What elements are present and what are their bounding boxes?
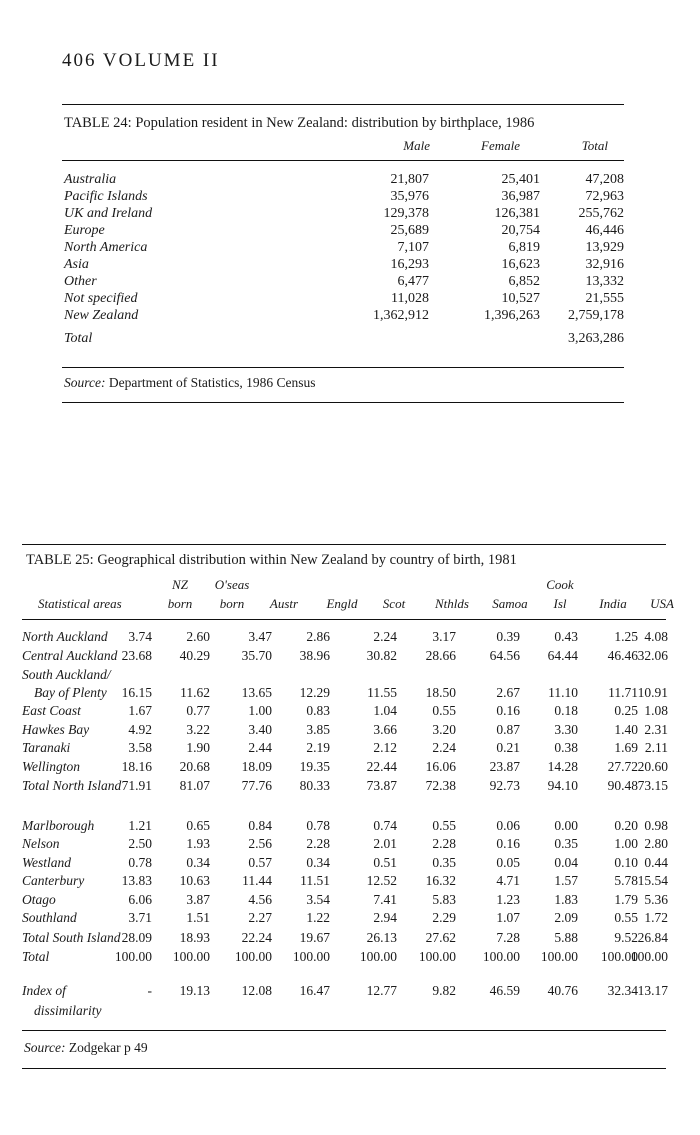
table24-row-label: Total [64, 331, 93, 346]
table25-cell: 0.87 [496, 722, 520, 737]
table24-row-label: Pacific Islands [64, 189, 148, 204]
table25-cell: 0.35 [554, 836, 578, 851]
table25-cell: 18.09 [241, 759, 272, 774]
table25-cell: 11.10 [548, 685, 578, 700]
table24-cell-male: 16,293 [390, 257, 429, 272]
table24-row-label: Not specified [64, 291, 138, 306]
table25-cell: 81.07 [179, 778, 210, 793]
table24-top-rule [62, 104, 624, 105]
table25-cell: 2.67 [496, 685, 520, 700]
table24-cell-female: 126,381 [494, 206, 540, 221]
table25-cell: 38.96 [299, 648, 330, 663]
table25-cell: 4.56 [248, 892, 272, 907]
table25-cell: 1.00 [614, 836, 638, 851]
table25-cell: 100.00 [234, 949, 272, 964]
table25-cell: 2.94 [373, 910, 397, 925]
table25-row-label: South Auckland/ [22, 667, 111, 682]
table25-cell: 0.83 [306, 703, 330, 718]
table25-cell: 2.19 [306, 740, 330, 755]
table25-cell: 3.54 [306, 892, 330, 907]
table24-source-text: Department of Statistics, 1986 Census [108, 375, 316, 390]
table25-row-label: Central Auckland [22, 648, 118, 663]
table24-row [64, 206, 624, 222]
table25-cell: 2.50 [128, 836, 152, 851]
table25-col-header-top: Cook [546, 577, 574, 592]
table24-row-label: Asia [64, 257, 89, 272]
table25-cell: 2.12 [373, 740, 397, 755]
table24-cell-total: 3,263,286 [568, 331, 624, 346]
table24-cell-female: 1,396,263 [484, 308, 540, 323]
table25-cell: 0.35 [432, 855, 456, 870]
table25-cell: 6.06 [128, 892, 152, 907]
table25-row-label: Total [22, 949, 50, 964]
table25-cell: 7.41 [373, 892, 397, 907]
table25-cell: 5.88 [554, 930, 578, 945]
table25-cell: 0.34 [306, 855, 330, 870]
table25-row [22, 983, 672, 999]
table25-cell: 11.71 [608, 685, 638, 700]
table25-cell: 2.80 [644, 836, 668, 851]
table25-cell: 2.60 [186, 629, 210, 644]
table24-cell-male: 35,976 [390, 189, 429, 204]
table25-cell: - [147, 983, 152, 998]
table25-row-label: East Coast [22, 703, 81, 718]
table25-cell: 40.76 [547, 983, 578, 998]
table25-cell: 11.51 [300, 873, 330, 888]
table25-cell: 0.18 [554, 703, 578, 718]
table25-row [22, 892, 672, 908]
table25-cell: 9.52 [614, 930, 638, 945]
table25-row [22, 873, 672, 889]
table25-cell: 0.84 [248, 818, 272, 833]
table25-cell: 1.00 [248, 703, 272, 718]
table25-row-label: Index of [22, 983, 66, 998]
table25-col-header-bottom: Austr [269, 596, 299, 611]
table25-cell: 100.00 [114, 949, 152, 964]
table24-cell-female: 6,852 [508, 274, 540, 289]
table25-col-header-bottom: Scot [382, 596, 406, 611]
table25-cell: 0.04 [554, 855, 578, 870]
table25-cell: 0.78 [128, 855, 152, 870]
table25-cell: 71.91 [121, 778, 152, 793]
table24-row [64, 189, 624, 205]
table24-row [64, 223, 624, 239]
table25-cell: 1.07 [496, 910, 520, 925]
table25-cell: 18.50 [425, 685, 456, 700]
table25-cell: 26.13 [366, 930, 397, 945]
table25-row-label: North Auckland [22, 629, 108, 644]
table25-cell: 3.58 [128, 740, 152, 755]
table25-cell: 1.79 [614, 892, 638, 907]
table25-cell: 1.93 [186, 836, 210, 851]
table25-cell: 12.29 [299, 685, 330, 700]
table25-cell: 2.01 [373, 836, 397, 851]
table24-cell-male: 21,807 [390, 172, 429, 187]
table25-col-header-bottom: Engld [326, 596, 358, 611]
table25-cell: 4.71 [496, 873, 520, 888]
table25-row [22, 818, 672, 834]
table25-cell: 1.40 [614, 722, 638, 737]
table24-cell-total: 46,446 [585, 223, 624, 238]
table24-end-rule [62, 402, 624, 403]
table25-cell: 13.17 [637, 983, 668, 998]
table25-cell: 1.04 [373, 703, 397, 718]
table24-cell-male: 11,028 [391, 291, 429, 306]
table25-row [22, 855, 672, 871]
table25-cell: 92.73 [489, 778, 520, 793]
table24-col-total: Total [581, 138, 608, 153]
table25-col-header-bottom: USA [650, 596, 674, 611]
table24-cell-female: 10,527 [501, 291, 540, 306]
table25-cell: 100.00 [600, 949, 638, 964]
table25-row [22, 949, 672, 965]
table25-cell: 1.51 [186, 910, 210, 925]
table24-row [64, 274, 624, 290]
table25-cell: 0.00 [554, 818, 578, 833]
table25-cell: 9.82 [432, 983, 456, 998]
table25-col-header-bottom: Nthlds [435, 596, 469, 611]
table25-cell: 20.68 [179, 759, 210, 774]
table24-row-label: New Zealand [64, 308, 139, 323]
table25-cell: 1.22 [306, 910, 330, 925]
table25-row [22, 759, 672, 775]
table25-cell: 1.72 [644, 910, 668, 925]
table25-row-label: dissimilarity [34, 1003, 102, 1018]
table25-cell: 2.11 [644, 740, 668, 755]
table25-cell: 3.87 [186, 892, 210, 907]
table25-cell: 1.83 [554, 892, 578, 907]
table24-row [64, 308, 624, 324]
table25-row [22, 648, 672, 664]
table25-cell: 18.93 [179, 930, 210, 945]
table25-cell: 1.90 [186, 740, 210, 755]
table25-cell: 64.56 [489, 648, 520, 663]
table25-cell: 3.20 [432, 722, 456, 737]
table25-cell: 5.36 [644, 892, 668, 907]
table25-cell: 2.56 [248, 836, 272, 851]
table25-row-label: Canterbury [22, 873, 85, 888]
table24-row [64, 331, 624, 347]
table24-row-label: North America [64, 240, 148, 255]
table25-cell: 0.55 [614, 910, 638, 925]
table24-cell-female: 16,623 [501, 257, 540, 272]
table25-cell: 3.17 [432, 629, 456, 644]
table25-source-label: Source: [24, 1040, 66, 1055]
table25-cell: 28.09 [121, 930, 152, 945]
table25-row [22, 778, 672, 794]
table25-cell: 3.40 [248, 722, 272, 737]
table25-cell: 0.51 [373, 855, 397, 870]
table25-col-header-top: O'seas [214, 577, 250, 592]
table24-row [64, 172, 624, 188]
table25-cell: 3.71 [128, 910, 152, 925]
table24-cell-total: 21,555 [585, 291, 624, 306]
table25-cell: 0.78 [306, 818, 330, 833]
table25-cell: 100.00 [172, 949, 210, 964]
table25-cell: 0.10 [614, 855, 638, 870]
table24-cell-total: 2,759,178 [568, 308, 624, 323]
table25-row-label: Marlborough [22, 818, 95, 833]
table25-cell: 0.55 [432, 818, 456, 833]
table25-row-header: Statistical areas [38, 596, 122, 611]
table25-cell: 64.44 [547, 648, 578, 663]
table25-col-header-bottom: born [167, 596, 193, 611]
table25-cell: 23.87 [489, 759, 520, 774]
table24-cell-female: 25,401 [501, 172, 540, 187]
table25-cell: 90.48 [607, 778, 638, 793]
table24-cell-male: 7,107 [397, 240, 429, 255]
table25-col-header-bottom: Samoa [492, 596, 528, 611]
table25-cell: 0.44 [644, 855, 668, 870]
table25-cell: 1.23 [496, 892, 520, 907]
table25-cell: 2.28 [306, 836, 330, 851]
table25-cell: 0.16 [496, 703, 520, 718]
table25-row [22, 685, 672, 701]
table25-cell: 5.83 [432, 892, 456, 907]
table24-col-male: Male [403, 138, 430, 153]
table25-col-header-top: NZ [172, 577, 188, 592]
table25-cell: 100.00 [540, 949, 578, 964]
table25-cell: 3.66 [373, 722, 397, 737]
table25-end-rule [22, 1068, 666, 1069]
table25-cell: 2.44 [248, 740, 272, 755]
table25-cell: 100.00 [359, 949, 397, 964]
table25-cell: 0.20 [614, 818, 638, 833]
table25-row-label: Hawkes Bay [22, 722, 90, 737]
table25-cell: 11.55 [367, 685, 397, 700]
table25-cell: 2.29 [432, 910, 456, 925]
table24-source-label: Source: [64, 375, 106, 390]
table24-row [64, 257, 624, 273]
table24-cell-total: 72,963 [585, 189, 624, 204]
table25-cell: 3.74 [128, 629, 152, 644]
table25-cell: 46.46 [607, 648, 638, 663]
table25-cell: 12.08 [241, 983, 272, 998]
table24-cell-female: 36,987 [501, 189, 540, 204]
table25-cell: 100.00 [292, 949, 330, 964]
table25-cell: 2.24 [432, 740, 456, 755]
table25-cell: 16.15 [121, 685, 152, 700]
table25-bottom-rule [22, 1030, 666, 1031]
table25-cell: 0.25 [614, 703, 638, 718]
table25-cell: 28.66 [425, 648, 456, 663]
table25-cell: 7.28 [496, 930, 520, 945]
table25-cell: 23.68 [121, 648, 152, 663]
table25-cell: 22.24 [241, 930, 272, 945]
table25-cell: 0.05 [496, 855, 520, 870]
table25-cell: 0.77 [186, 703, 210, 718]
table25-cell: 16.47 [299, 983, 330, 998]
table25-cell: 4.92 [128, 722, 152, 737]
table25-cell: 27.72 [607, 759, 638, 774]
table25-cell: 4.08 [644, 629, 668, 644]
table25-cell: 11.44 [242, 873, 272, 888]
table24-cell-male: 25,689 [390, 223, 429, 238]
table25-cell: 80.33 [299, 778, 330, 793]
table25-cell: 13.83 [121, 873, 152, 888]
table25-cell: 11.62 [180, 685, 210, 700]
table25-row [22, 930, 672, 946]
table24-cell-total: 13,929 [585, 240, 624, 255]
table25-col-header-bottom: born [219, 596, 245, 611]
table25-cell: 40.29 [179, 648, 210, 663]
table25-cell: 0.74 [373, 818, 397, 833]
table25-row [22, 629, 672, 645]
table25-cell: 5.78 [614, 873, 638, 888]
table25-cell: 1.21 [128, 818, 152, 833]
table25-cell: 3.30 [554, 722, 578, 737]
table25-row [22, 722, 672, 738]
table25-cell: 16.32 [425, 873, 456, 888]
table25-cell: 10.63 [179, 873, 210, 888]
table25-cell: 0.38 [554, 740, 578, 755]
table25-source-text: Zodgekar p 49 [68, 1040, 148, 1055]
table25-cell: 12.77 [366, 983, 397, 998]
table25-cell: 2.24 [373, 629, 397, 644]
table25-cell: 20.60 [637, 759, 668, 774]
table25-cell: 0.34 [186, 855, 210, 870]
table25-row [22, 740, 672, 756]
table24-source [64, 375, 315, 391]
table25-cell: 19.35 [299, 759, 330, 774]
table24-row [64, 291, 624, 307]
table24-header-rule [62, 160, 624, 161]
table25-row-label: Bay of Plenty [34, 685, 107, 700]
table25-cell: 32.34 [607, 983, 638, 998]
table25-col-header-bottom: Isl [553, 596, 567, 611]
table25-cell: 2.09 [554, 910, 578, 925]
table24-cell-total: 47,208 [585, 172, 624, 187]
table25-cell: 19.67 [299, 930, 330, 945]
table25-col-header-bottom: India [599, 596, 627, 611]
table24-title: TABLE 24: Population resident in New Zealand: distribution by birthplace, 1986 [64, 115, 535, 131]
table25-cell: 100.00 [418, 949, 456, 964]
table24-row-label: Europe [64, 223, 105, 238]
table25-cell: 13.65 [241, 685, 272, 700]
table25-cell: 2.31 [644, 722, 668, 737]
table25-cell: 0.57 [248, 855, 272, 870]
table25-cell: 1.57 [554, 873, 578, 888]
table25-cell: 2.28 [432, 836, 456, 851]
table24-row-label: UK and Ireland [64, 206, 153, 221]
table25-cell: 100.00 [482, 949, 520, 964]
table25-cell: 16.06 [425, 759, 456, 774]
table25-cell: 1.67 [128, 703, 152, 718]
table25-cell: 0.65 [186, 818, 210, 833]
table25-row-label: Wellington [22, 759, 81, 774]
table25-cell: 0.55 [432, 703, 456, 718]
table25-cell: 32.06 [637, 648, 668, 663]
page-header: 406 VOLUME II [62, 50, 220, 71]
table25-cell: 3.22 [186, 722, 210, 737]
table25-cell: 35.70 [241, 648, 272, 663]
table25-cell: 26.84 [637, 930, 668, 945]
table25-row [22, 667, 672, 683]
table25-cell: 14.28 [547, 759, 578, 774]
table25-cell: 72.38 [425, 778, 456, 793]
table25-row [22, 910, 672, 926]
table25-cell: 15.54 [637, 873, 668, 888]
table25-row-label: Total South Island [22, 930, 121, 945]
table24-cell-male: 6,477 [397, 274, 429, 289]
table24-cell-male: 1,362,912 [373, 308, 429, 323]
table24-row-label: Australia [64, 172, 117, 187]
table25-cell: 1.25 [614, 629, 638, 644]
table24-cell-total: 32,916 [585, 257, 624, 272]
table24-cell-female: 20,754 [501, 223, 540, 238]
table25-cell: 30.82 [366, 648, 397, 663]
table24-cell-male: 129,378 [383, 206, 429, 221]
table25-cell: 1.08 [644, 703, 668, 718]
table25-cell: 0.21 [496, 740, 520, 755]
table25-cell: 77.76 [241, 778, 272, 793]
table24-row-label: Other [64, 274, 97, 289]
table25-cell: 2.86 [306, 629, 330, 644]
table25-row-label: Otago [22, 892, 56, 907]
table25-cell: 18.16 [121, 759, 152, 774]
table24-cell-female: 6,819 [508, 240, 540, 255]
table25-cell: 0.98 [644, 818, 668, 833]
table25-cell: 46.59 [489, 983, 520, 998]
table25-row-label: Westland [22, 855, 72, 870]
table25-top-rule [22, 544, 666, 545]
table25-cell: 19.13 [179, 983, 210, 998]
table24-bottom-rule [62, 367, 624, 368]
table25-header-rule [22, 619, 666, 620]
table25-cell: 0.43 [554, 629, 578, 644]
table25-cell: 0.39 [496, 629, 520, 644]
table25-cell: 1.69 [614, 740, 638, 755]
table25-cell: 0.16 [496, 836, 520, 851]
table25-cell: 2.27 [248, 910, 272, 925]
table25-source [24, 1040, 148, 1056]
table25-row [22, 1003, 672, 1019]
table24-col-female: Female [481, 138, 520, 153]
table25-cell: 94.10 [547, 778, 578, 793]
table24-cell-total: 255,762 [578, 206, 624, 221]
table25-row [22, 836, 672, 852]
table25-row-label: Southland [22, 910, 77, 925]
table25-cell: 22.44 [366, 759, 397, 774]
table25-title: TABLE 25: Geographical distribution within New Zealand by country of birth, 1981 [26, 552, 517, 568]
table25-cell: 3.47 [248, 629, 272, 644]
table25-cell: 10.91 [637, 685, 668, 700]
table25-cell: 73.87 [366, 778, 397, 793]
table25-row-label: Taranaki [22, 740, 71, 755]
table24-cell-total: 13,332 [585, 274, 624, 289]
table25-row-label: Total North Island [22, 778, 122, 793]
table25-row-label: Nelson [22, 836, 60, 851]
table25-cell: 0.06 [496, 818, 520, 833]
table25-row [22, 703, 672, 719]
table25-cell: 73.15 [637, 778, 668, 793]
table25-cell: 12.52 [366, 873, 397, 888]
table25-cell: 100.00 [630, 949, 668, 964]
table25-cell: 27.62 [425, 930, 456, 945]
table24-row [64, 240, 624, 256]
table25-cell: 3.85 [306, 722, 330, 737]
